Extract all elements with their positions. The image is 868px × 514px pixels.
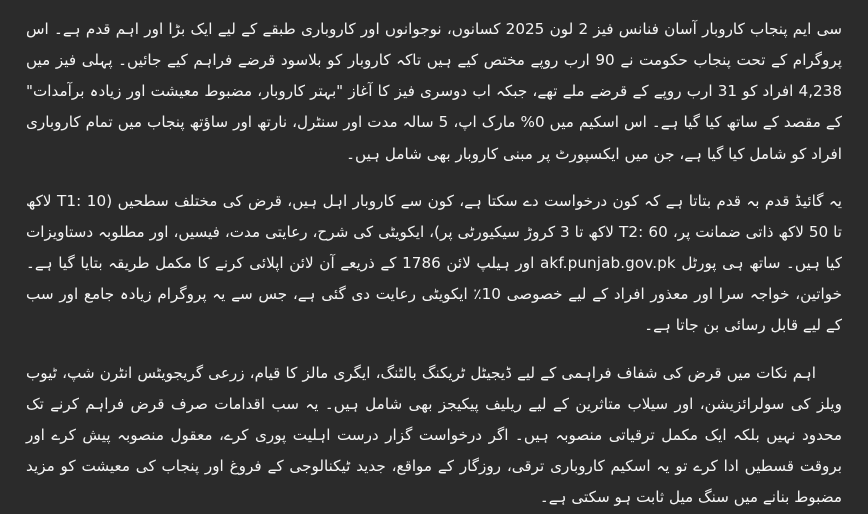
paragraph-2: یہ گائیڈ قدم بہ قدم بتاتا ہے کہ کون درخواست دے سکتا ہے، کون سے کاروبار اہل ہیں، قرض کی مختلف سطحیں (T1: 10 لاکھ تا 50 لاکھ ذاتی ضمانت پر، T2: 60 لاکھ تا 3 کروڑ سیکیورٹی پر)، ایکویٹی کی شرح، رعایتی مدت، فیسیں، اور مطلوبہ دستاویزات کیا ہیں۔ ساتھ ہی پورٹل akf.punjab.gov.pk اور ہیلپ لائن 1786 کے ذریعے آن لائن اپلائی کرنے کا مکمل طریقہ بتایا گیا ہے۔ خواتین، خواجہ سرا اور معذور افراد کے لیے خصوصی 10٪ ایکویٹی رعایت دی گئی ہے، جس سے یہ پروگرام زیادہ جامع اور سب کے لیے قابل رسائی بن جاتا ہے۔: [26, 191, 843, 335]
paragraph-3: اہم نکات میں قرض کی شفاف فراہمی کے لیے ڈیجیٹل ٹریکنگ بالٹنگ، ایگری مالز کا قیام، زرعی گریجویٹس انٹرن شپ، ٹیوب ویلز کی سولرائزیشن، اور سیلاب متاثرین کے لیے ریلیف پیکیجز بھی شامل ہیں۔ یہ سب اقدامات صرف قرض فراہم کرنے تک محدود نہیں بلکہ ایک مکمل ترقیاتی منصوبہ ہیں۔ اگر درخواست گزار درست اہلیت پوری کرے، معقول منصوبہ پیش کرے اور بروقت قسطیں ادا کرے تو یہ اسکیم کاروباری ترقی، روزگار کے مواقع، جدید ٹیکنالوجی کے فروغ اور پنجاب کی معیشت کو مزید مضبوط بنانے میں سنگ میل ثابت ہو سکتی ہے۔: [26, 363, 842, 507]
paragraph-1: سی ایم پنجاب کاروبار آسان فنانس فیز 2 لون 2025 کسانوں، نوجوانوں اور کاروباری طبقے کے لیے ایک بڑا اور اہم قدم ہے۔ اس پروگرام کے تحت پنجاب حکومت نے 90 ارب روپے مختص کیے ہیں تاکہ کاروبار کو بلاسود قرضے فراہم کیے جائیں۔ پہلی فیز میں 4,238 افراد کو 31 ارب روپے کے قرضے ملے تھے، جبکہ اب دوسری فیز کا آغاز "بہتر کاروبار، مضبوط معیشت اور زیادہ برآمدات" کے مقصد کے ساتھ کیا گیا ہے۔ اس اسکیم میں 0% مارک اپ، 5 سالہ مدت اور سنٹرل، نارتھ اور ساؤتھ پنجاب میں تمام کاروباری افراد کو شامل کیا گیا ہے، جن میں ایکسپورٹ پر مبنی کاروبار بھی شامل ہیں۔: [26, 20, 843, 163]
